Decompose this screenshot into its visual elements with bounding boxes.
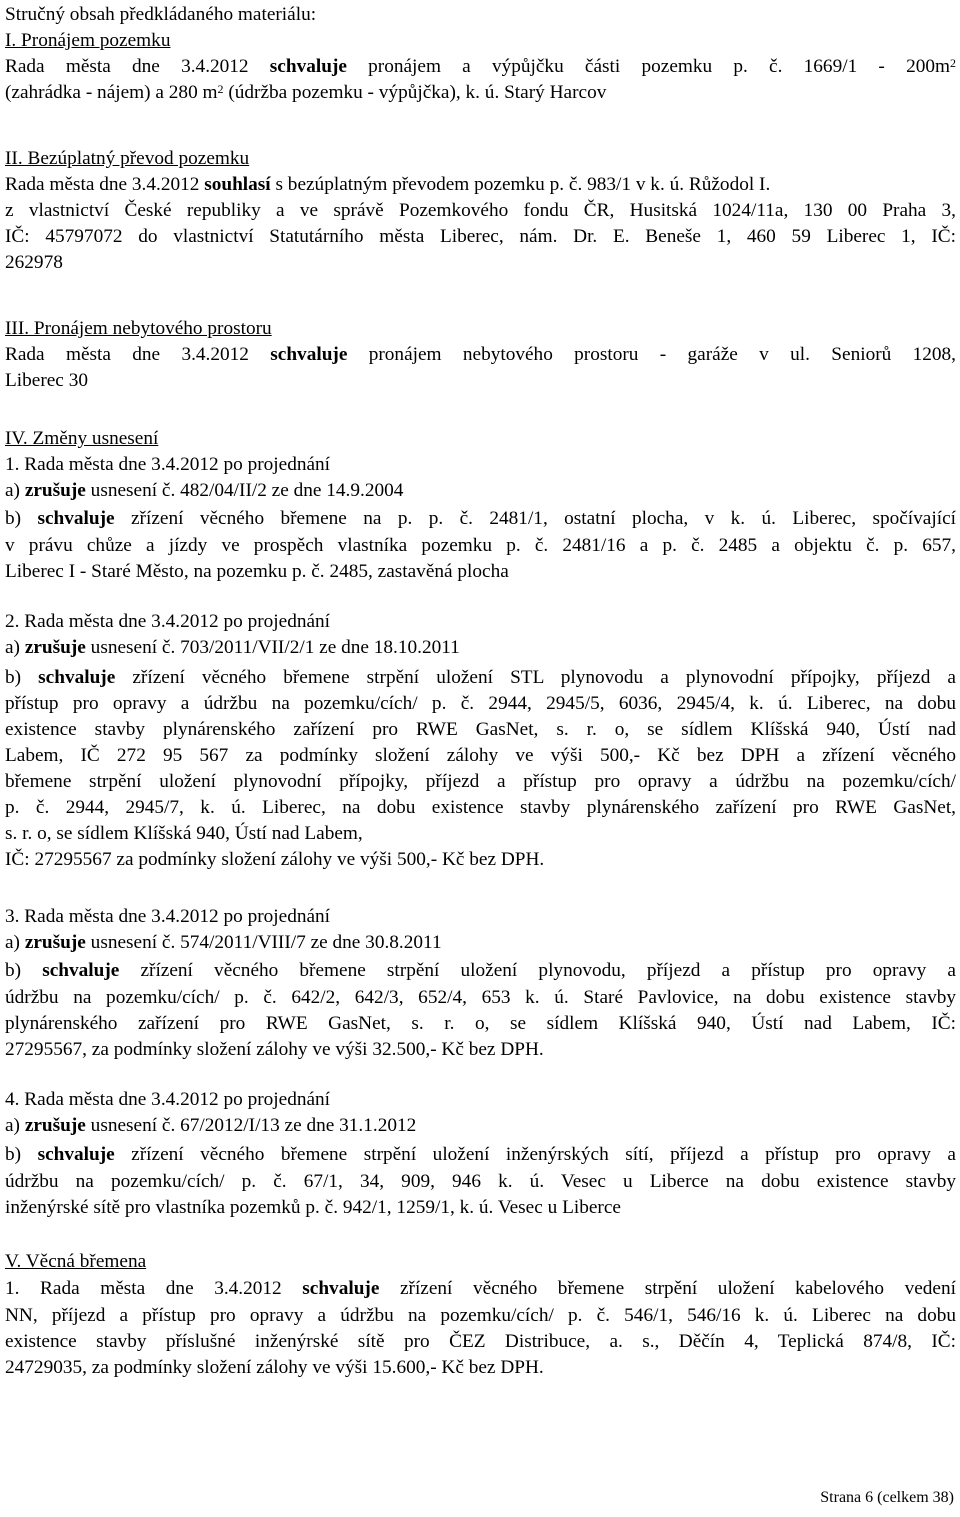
item-2-b: s. r. o, se sídlem Klíšská 940, Ústí nad Labem, — [5, 823, 363, 844]
item-3-b: 27295567, za podmínky složení zálohy ve výši 32.500,- Kč bez DPH. — [5, 1039, 544, 1060]
item-2-b: Labem, IČ 272 95 567 za podmínky složení zálohy ve výši 500,- Kč bez DPH a zřízení věcného — [5, 745, 956, 766]
section-1-heading: I. Pronájem pozemku — [5, 30, 171, 51]
intro-line: Stručný obsah předkládaného materiálu: — [5, 4, 317, 25]
item-1-b: b) schvaluje zřízení věcného břemene na p. p. č. 2481/1, ostatní plocha, v k. ú. Liberec, spočívající — [5, 508, 956, 529]
item-2-head: 2. Rada města dne 3.4.2012 po projednání — [5, 611, 331, 632]
item-4-head: 4. Rada města dne 3.4.2012 po projednání — [5, 1089, 331, 1110]
item-2-b: přístup pro opravy a údržbu na pozemku/cích/ p. č. 2944, 2945/5, 6036, 2945/4, k. ú. Liberec, na dobu — [5, 693, 956, 714]
page-number: Strana 6 (celkem 38) — [820, 1489, 954, 1506]
item-3-a: a) zrušuje usnesení č. 574/2011/VIII/7 ze dne 30.8.2011 — [5, 932, 442, 953]
section-5-line: 24729035, za podmínky složení zálohy ve výši 15.600,- Kč bez DPH. — [5, 1357, 544, 1378]
item-3-b: plynárenského zařízení pro RWE GasNet, s. r. o, se sídlem Klíšská 940, Ústí nad Labem, IČ: — [5, 1013, 956, 1034]
section-5-line: existence stavby příslušné inženýrské sítě pro ČEZ Distribuce, a. s., Děčín 4, Teplická 874/8, IČ: — [5, 1331, 956, 1352]
section-2-line: IČ: 45797072 do vlastnictví Statutárního města Liberec, nám. Dr. E. Beneše 1, 460 59 Liberec 1, IČ: — [5, 226, 956, 247]
section-2-heading: II. Bezúplatný převod pozemku — [5, 148, 250, 169]
item-1-head: 1. Rada města dne 3.4.2012 po projednání — [5, 454, 331, 475]
item-1-b: Liberec I - Staré Město, na pozemku p. č. 2485, zastavěná plocha — [5, 561, 509, 582]
item-2-b: existence stavby plynárenského zařízení pro RWE GasNet, s. r. o, se sídlem Klíšská 940, Ústí nad — [5, 719, 956, 740]
section-5-line: NN, příjezd a přístup pro opravy a údržbu na pozemku/cích/ p. č. 546/1, 546/16 k. ú. Liberec na dobu — [5, 1305, 956, 1326]
item-3-head: 3. Rada města dne 3.4.2012 po projednání — [5, 906, 331, 927]
item-3-b: údržbu na pozemku/cích/ p. č. 642/2, 642/3, 652/4, 653 k. ú. Staré Pavlovice, na dobu existence stavby — [5, 987, 956, 1008]
section-5-heading: V. Věcná břemena — [5, 1251, 147, 1272]
section-4-heading: IV. Změny usnesení — [5, 428, 159, 449]
section-2-line: z vlastnictví České republiky a ve správě Pozemkového fondu ČR, Husitská 1024/11a, 130 00 Praha 3, — [5, 200, 956, 221]
item-3-b: b) schvaluje zřízení věcného břemene strpění uložení plynovodu, příjezd a přístup pro opravy a — [5, 960, 956, 981]
item-2-b: p. č. 2944, 2945/7, k. ú. Liberec, na dobu existence stavby plynárenského zařízení pro RWE GasNet, — [5, 797, 956, 818]
item-2-a: a) zrušuje usnesení č. 703/2011/VII/2/1 ze dne 18.10.2011 — [5, 637, 460, 658]
item-1-a: a) zrušuje usnesení č. 482/04/II/2 ze dne 14.9.2004 — [5, 480, 404, 501]
item-2-b: IČ: 27295567 za podmínky složení zálohy ve výši 500,- Kč bez DPH. — [5, 849, 545, 870]
section-2-line: Rada města dne 3.4.2012 souhlasí s bezúplatným převodem pozemku p. č. 983/1 v k. ú. Růžodol I. — [5, 174, 771, 195]
item-4-b: b) schvaluje zřízení věcného břemene strpění uložení inženýrských sítí, příjezd a přístup pro opravy a — [5, 1144, 956, 1165]
item-4-b: inženýrské sítě pro vlastníka pozemků p. č. 942/1, 1259/1, k. ú. Vesec u Liberce — [5, 1197, 621, 1218]
section-3-line: Liberec 30 — [5, 370, 88, 391]
item-4-a: a) zrušuje usnesení č. 67/2012/I/13 ze dne 31.1.2012 — [5, 1115, 417, 1136]
section-3-heading: III. Pronájem nebytového prostoru — [5, 318, 272, 339]
section-3-line: Rada města dne 3.4.2012 schvaluje pronájem nebytového prostoru - garáže v ul. Seniorů 1208, — [5, 344, 956, 365]
section-2-line: 262978 — [5, 252, 63, 273]
section-5-line: 1. Rada města dne 3.4.2012 schvaluje zřízení věcného břemene strpění uložení kabelového vedení — [5, 1278, 956, 1299]
item-2-b: břemene strpění uložení plynovodní přípojky, příjezd a přístup pro opravy a údržbu na pozemku/cích/ — [5, 771, 956, 792]
item-1-b: v právu chůze a jízdy ve prospěch vlastníka pozemku p. č. 2481/16 a p. č. 2485 a objektu č. p. 657, — [5, 535, 956, 556]
item-4-b: údržbu na pozemku/cích/ p. č. 67/1, 34, 909, 946 k. ú. Vesec u Liberce na dobu existence stavby — [5, 1171, 956, 1192]
item-2-b: b) schvaluje zřízení věcného břemene strpění uložení STL plynovodu a plynovodní přípojky, příjezd a — [5, 667, 956, 688]
section-1-line: (zahrádka - nájem) a 280 $m^2$ (údržba pozemku - výpůjčka), k. ú. Starý Harcov — [5, 82, 607, 103]
section-1-line: Rada města dne 3.4.2012 schvaluje pronájem a výpůjčku části pozemku p. č. $1669/1 - 200m^2$ — [5, 56, 956, 77]
